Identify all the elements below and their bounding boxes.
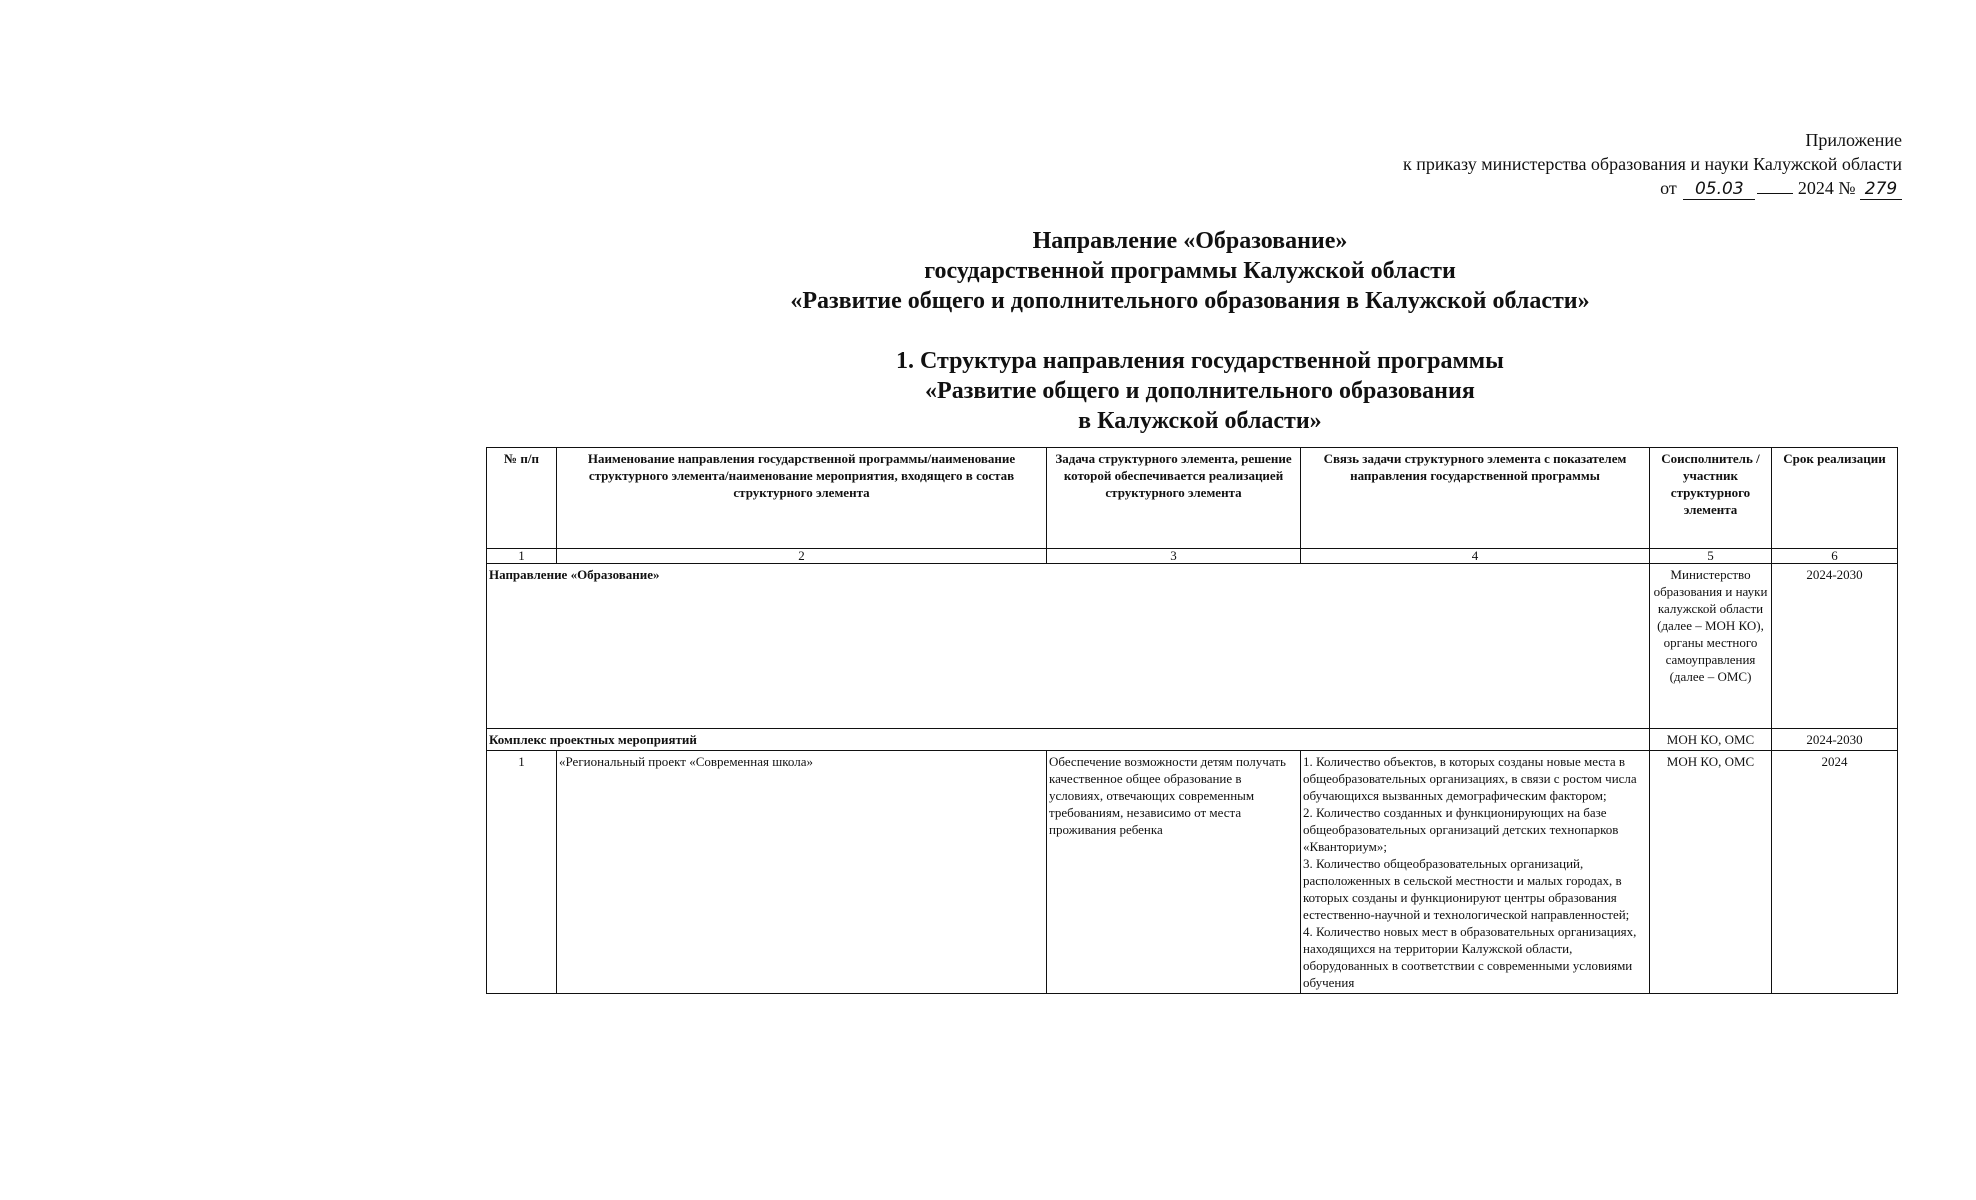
column-number: 2 (557, 549, 1047, 564)
row-link (1301, 751, 1650, 994)
header-task: Задача структурного элемента, решение которой обеспечивается реализацией структурного элемента (1047, 448, 1301, 549)
complex-term: 2024-2030 (1772, 729, 1898, 751)
date-blank-line (1757, 193, 1793, 194)
section-title-line-2: «Развитие общего и дополнительного образования (925, 378, 1475, 404)
column-number-row (487, 549, 1898, 564)
direction-row (487, 564, 1898, 729)
appendix-date-line (1403, 176, 1902, 200)
from-label: от (1660, 178, 1677, 198)
indicator-item: 1. Количество объектов, в которых созданы новые места в общеобразовательных организациях, в связи с ростом числа обучающихся вызванных демографическим фактором; (1303, 754, 1637, 803)
column-number: 3 (1047, 549, 1301, 564)
column-number: 5 (1650, 549, 1772, 564)
row-task: Обеспечение возможности детям получать качественное общее образование в условиях, отвечающих современным требованиям, независимо от места проживания ребенка (1047, 751, 1301, 994)
column-number: 1 (487, 549, 557, 564)
handwritten-date: 05.03 (1683, 179, 1755, 200)
title-line-1: Направление «Образование» (1032, 228, 1348, 254)
column-number: 4 (1301, 549, 1650, 564)
header-term: Срок реализации (1772, 448, 1898, 549)
document-title (0, 226, 1976, 316)
header-link: Связь задачи структурного элемента с показателем направления государственной программы (1301, 448, 1650, 549)
header-executor: Соисполнитель /участник структурного элемента (1650, 448, 1772, 549)
section-title-line-1: 1. Структура направления государственной программы (896, 348, 1504, 374)
section-title (896, 346, 1504, 436)
appendix-title: Приложение (1805, 130, 1902, 150)
complex-executor: МОН КО, ОМС (1650, 729, 1772, 751)
table-row (487, 751, 1898, 994)
direction-executor: Министерство образования и науки калужской области (далее – МОН КО), органы местного самоуправления (далее – ОМС) (1650, 564, 1772, 729)
year-number-label: 2024 № (1797, 178, 1856, 198)
row-num: 1 (487, 751, 557, 994)
table-header-row (487, 448, 1898, 549)
header-name: Наименование направления государственной программы/наименование структурного элемента/наименование мероприятия, входящего в состав структурного элемента (557, 448, 1047, 549)
indicator-item: 4. Количество новых мест в образовательных организациях, находящихся на территории Калужской области, оборудованных в соответствии с современными условиями обучения (1303, 924, 1637, 990)
row-executor: МОН КО, ОМС (1650, 751, 1772, 994)
section-title-line-3: в Калужской области» (1078, 408, 1322, 434)
complex-name: Комплекс проектных мероприятий (487, 729, 1650, 751)
row-name: «Региональный проект «Современная школа» (557, 751, 1047, 994)
handwritten-number: 279 (1860, 179, 1902, 200)
title-line-3: «Развитие общего и дополнительного образования в Калужской области» (790, 288, 1590, 314)
indicator-item: 3. Количество общеобразовательных организаций, расположенных в сельской местности и малых городах, в которых созданы и функционируют центры образования естественно-научной и технологической направленностей; (1303, 856, 1630, 922)
appendix-block (1403, 128, 1902, 200)
direction-term: 2024-2030 (1772, 564, 1898, 729)
row-term: 2024 (1772, 751, 1898, 994)
column-number: 6 (1772, 549, 1898, 564)
title-line-2: государственной программы Калужской области (924, 258, 1456, 284)
header-num: № п/п (487, 448, 557, 549)
complex-row (487, 729, 1898, 751)
appendix-order-ref: к приказу министерства образования и науки Калужской области (1402, 154, 1902, 174)
direction-name: Направление «Образование» (487, 564, 1650, 729)
structure-table (486, 447, 1898, 994)
indicator-item: 2. Количество созданных и функционирующих на базе общеобразовательных организаций детских технопарков «Кванториум»; (1303, 805, 1619, 854)
